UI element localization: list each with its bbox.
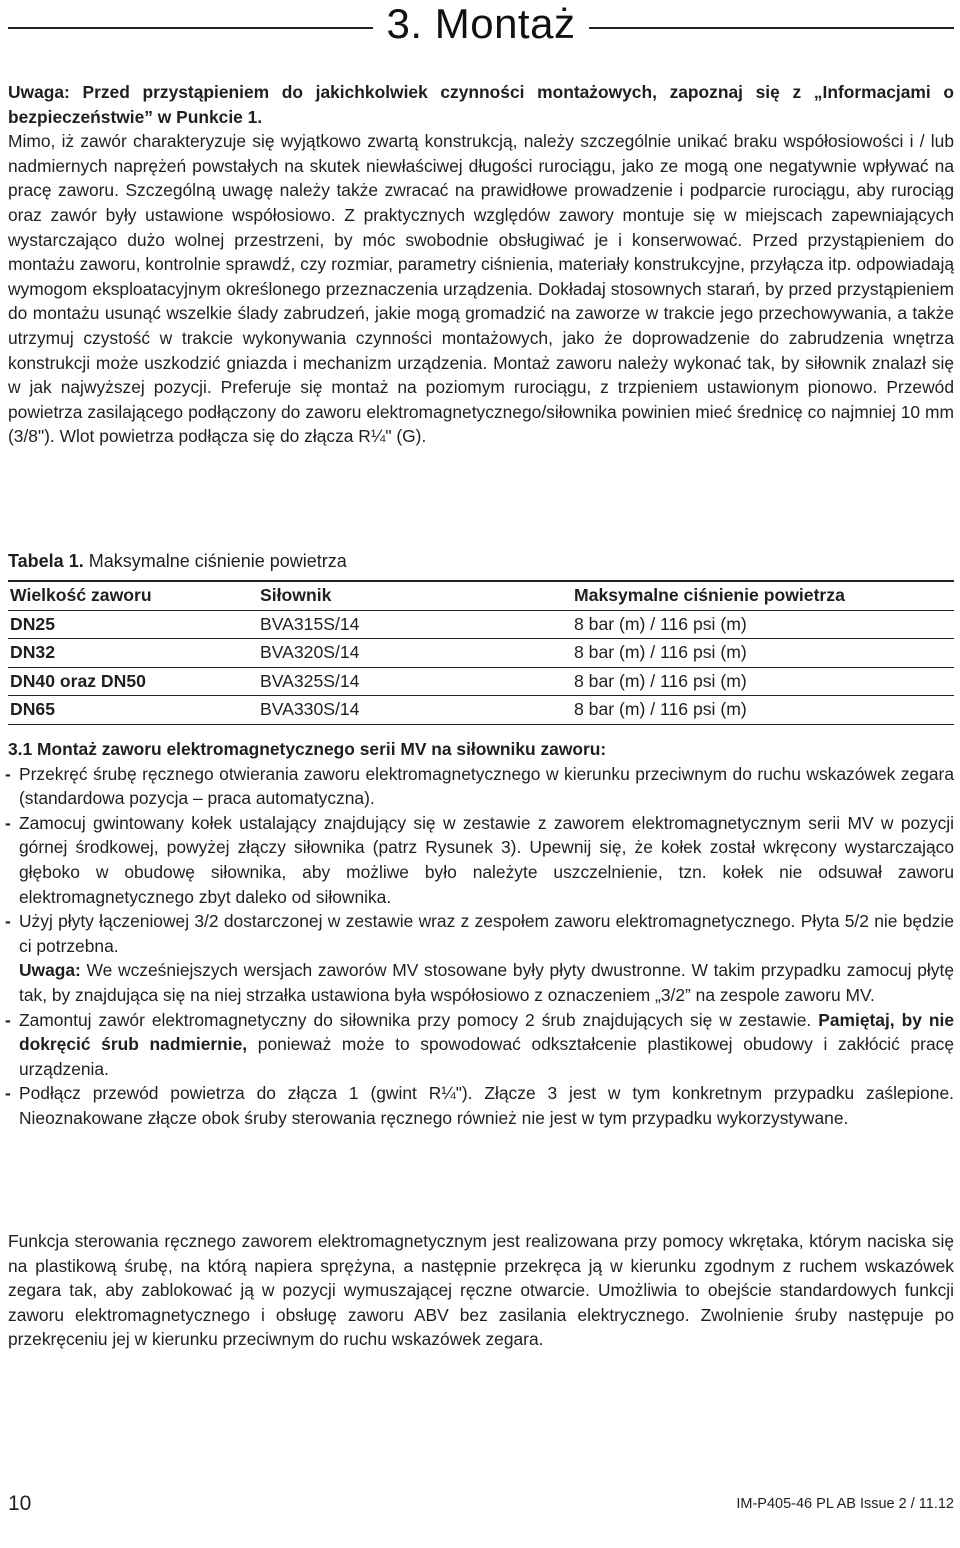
subsection-3-1 (5, 737, 954, 1131)
table-row (8, 696, 954, 725)
list-item (5, 1081, 954, 1130)
list-dash: - (5, 1009, 11, 1030)
table-cell: DN32 (8, 639, 258, 668)
table-cell: BVA325S/14 (258, 667, 572, 696)
table-cell: DN25 (8, 610, 258, 639)
list-dash: - (5, 763, 11, 784)
note-text: We wcześniejszych wersjach zaworów MV stosowane były płyty dwustronne. W takim przypadku zamocuj płytę tak, by znajdująca się na niej strzałka ustawiona była współosiowo z oznaczeniem „3/2” na zespole zaworu MV. (19, 960, 954, 1005)
closing-paragraph: Funkcja sterowania ręcznego zaworem elektromagnetycznym jest realizowana przy pomocy wkrętaka, którym naciska się na plastikową śrubę, na którą napiera sprężyna, a następnie przekręca ją w kierunku zgodnym z ruchem wskazówek zegara tak, aby zablokować ją w pozycji wymuszającej ręczne otwarcie. Umożliwia to obejście standardowych funkcji zaworu elektromagnetycznego i obsługę zaworu ABV bez zasilania elektrycznego. Zwolnienie śruby następuje po przekręceniu jej w kierunku przeciwnym do ruchu wskazówek zegara. (8, 1231, 954, 1350)
instruction-list (5, 762, 954, 1131)
document-reference: IM-P405-46 PL AB Issue 2 / 11.12 (736, 1496, 954, 1512)
table-header-cell: Maksymalne ciśnienie powietrza (572, 581, 954, 610)
table-caption-text: Maksymalne ciśnienie powietrza (83, 551, 347, 571)
list-item-emphasis: Pamiętaj, by nie dokręcić śrub nadmiernie, (19, 1009, 954, 1055)
table-cell: 8 bar (m) / 116 psi (m) (572, 610, 954, 639)
table-cell: 8 bar (m) / 116 psi (m) (572, 667, 954, 696)
list-item (5, 909, 954, 1007)
table-header-cell: Wielkość zaworu (8, 581, 258, 610)
page-number: 10 (8, 1492, 32, 1515)
table-cell: BVA315S/14 (258, 610, 572, 639)
table-cell: DN40 oraz DN50 (8, 667, 258, 696)
table-cell: BVA320S/14 (258, 639, 572, 668)
table-caption-label: Tabela 1. (8, 551, 84, 571)
list-item-text: Podłącz przewód powietrza do złącza 1 (gwint R¼"). Złącze 3 jest w tym konkretnym przypadku zaślepione. Nieoznakowane złącze obok śruby sterowania ręcznego również nie jest w tym przypadku wykorzystywane. (19, 1083, 954, 1128)
list-item (5, 762, 954, 811)
table-cell: DN65 (8, 696, 258, 725)
list-item (5, 1008, 954, 1082)
page-title: 3. Montaż (386, 0, 576, 47)
header-rule-left (8, 27, 373, 29)
page-footer (8, 1492, 954, 1526)
safety-warning: Uwaga: Przed przystąpieniem do jakichkolwiek czynności montażowych, zapoznaj się z „Informacjami o bezpieczeństwie” w Punkcie 1. (8, 82, 954, 127)
list-item-text: ponieważ może to spowodować odkształcenie plastikowej obudowy i zakłócić pracę urządzenia. (19, 1034, 954, 1079)
list-item-text: Zamontuj zawór elektromagnetyczny do siłownika przy pomocy 2 śrub znajdujących się w zestawie. (19, 1009, 819, 1030)
table-row (8, 639, 954, 668)
list-dash: - (5, 1083, 11, 1104)
intro-text (8, 80, 954, 449)
list-item-text: Zamocuj gwintowany kołek ustalający znajdujący się w zestawie z zaworem elektromagnetycznym serii MV w pozycji górnej środkowej, powyżej złączy siłownika (patrz Rysunek 3). Upewnij się, że kołek został wkręcony wystarczająco głęboko w obudowę siłownika, aby możliwe było należyte uszczelnienie, tzn. kołek nie odsuwał zaworu elektromagnetycznego zbyt daleko od siłownika. (19, 812, 954, 907)
note-label: Uwaga: (19, 960, 81, 981)
table-row (8, 667, 954, 696)
list-dash: - (5, 812, 11, 833)
table-row (8, 610, 954, 639)
table-cell: BVA330S/14 (258, 696, 572, 725)
intro-paragraph: Mimo, iż zawór charakteryzuje się wyjątkowo zwartą konstrukcją, należy szczególnie unikać braku współosiowości i / lub nadmiernych naprężeń powstałych na skutek niewłaściwej długości rurociągu, jako ze mogą one negatywnie wpływać na pracę zaworu. Szczególną uwagę należy także zwracać na prawidłowe prowadzenie i podparcie rurociągu, aby rurociąg oraz zawór były ustawione współosiowo. Z praktycznych względów zawory montuje się w miejscach zapewniających wystarczająco dużo wolnej przestrzeni, by móc swobodnie obsługiwać je i konserwować. Przed przystąpieniem do montażu zaworu, kontrolnie sprawdź, czy rozmiar, parametry ciśnienia, materiały konstrukcyjne, przyłącza itp. odpowiadają wymogom eksploatacyjnym określonego przeznaczenia urządzenia. Dokładaj stosownych starań, by przed przystąpieniem do montażu usunąć wszelkie ślady zabrudzeń, jakie mogą gromadzić na zaworze w trakcie jego przechowywania, a także utrzymuj czystość w trakcie wykonywania czynności montażowych, jako że doprowadzenie do zabrudzenia wnętrza konstrukcji może uszkodzić gniazda i mechanizm urządzenia. Montaż zaworu należy wykonać tak, by siłownik znalazł się w jak najwyższej pozycji. Preferuje się montaż na poziomym rurociągu, z trzpieniem ustawionym pionowo. Przewód powietrza zasilającego podłączony do zaworu elektromagnetycznego/siłownika powinien mieć średnicę co najmniej 10 mm (3/8"). Wlot powietrza podłącza się do złącza R¼" (G). (8, 131, 954, 447)
list-item-note (19, 958, 954, 1007)
header-rule-right (589, 27, 954, 29)
subsection-title: 3.1 Montaż zaworu elektromagnetycznego serii MV na siłowniku zaworu: (8, 739, 607, 759)
list-item-text: Przekręć śrubę ręcznego otwierania zaworu elektromagnetycznego w kierunku przeciwnym do ruchu wskazówek zegara (standardowa pozycja – praca automatyczna). (19, 763, 954, 809)
table-header-row (8, 581, 954, 610)
table-caption (8, 549, 347, 573)
list-dash: - (5, 911, 11, 932)
list-item-text: Użyj płyty łączeniowej 3/2 dostarczonej w zestawie wraz z zespołem zaworu elektromagnetycznego. Płyta 5/2 nie będzie ci potrzebna. (19, 911, 954, 956)
list-item (5, 811, 954, 909)
pressure-table (8, 580, 954, 725)
table-header-cell: Siłownik (258, 581, 572, 610)
table-cell: 8 bar (m) / 116 psi (m) (572, 696, 954, 725)
table-cell: 8 bar (m) / 116 psi (m) (572, 639, 954, 668)
section-header (8, 0, 954, 48)
